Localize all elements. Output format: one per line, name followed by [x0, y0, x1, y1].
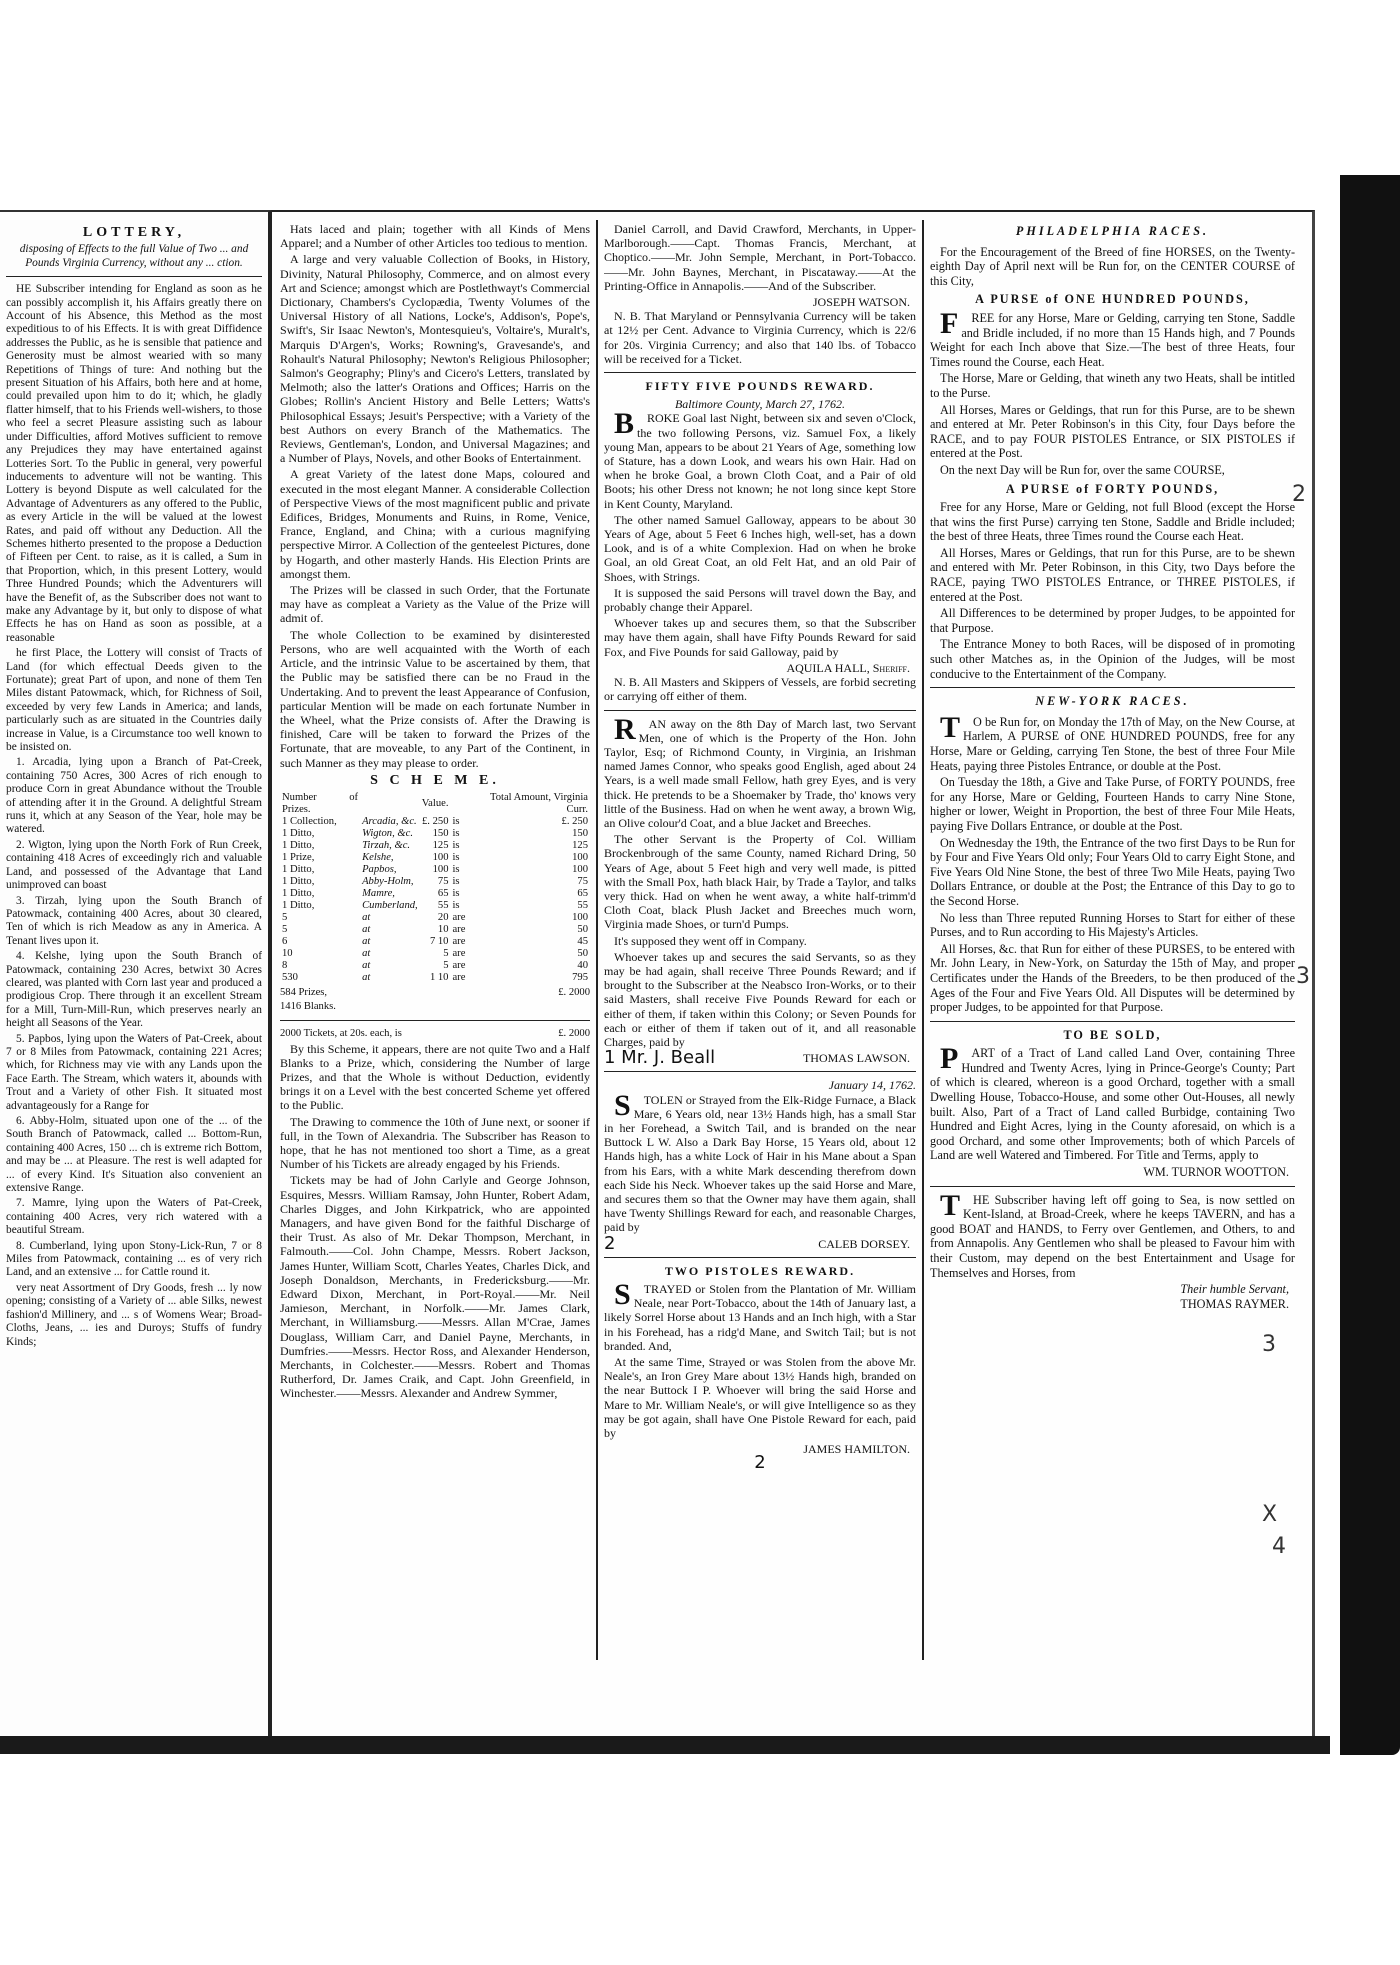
scheme-cell: 5 — [282, 911, 288, 923]
nb-paragraph: N. B. All Masters and Skippers of Vessels, are forbid secreting or carrying off either of them. — [604, 675, 916, 704]
scheme-header: Value. — [421, 797, 449, 809]
scheme-cell: at — [362, 923, 371, 935]
reward-paragraph: The other named Samuel Galloway, appears to be about 30 Years of Age, about 5 Feet 6 Inches high, well-set, has a down Look, and is of a white Complexion. Had on when he broke Goal, an old Great Coat, an old Felt Hat, and an old Pair of Shoes, with Strings. — [604, 512, 916, 584]
stolen-text: TOLEN or Strayed from the Elk-Ridge Furnace, a Black Mare, 6 Years old, near 13½ Hands high, has a small Star in her Forehead, a Switch Tail, and is branded on the near Buttock L W. Also a Dark Bay Horse, 15 Years old, about 12 Hands high, has a white Lock of Hair in his Mane about a Span from his Ears, with a white Mark descending therefrom down each Side his Neck. Whoever takes up the said Horse and Mare, and secures them so that the Owner may have them again, shall have Twenty Shillings Reward for each, and reasonable Charges, paid by — [604, 1092, 916, 1235]
scheme-cell: 100 — [572, 911, 588, 923]
scheme-title: S C H E M E. — [370, 772, 500, 788]
scheme-paragraph: The Drawing to commence the 10th of June next, or sooner if full, in the Town of Alexandria. The Subscriber has Reason to hope, that he has not mentioned too short a Time, as a great Number of his Tickets are already engaged by his Friends. — [280, 1114, 590, 1172]
scheme-cell: is — [452, 839, 460, 851]
runaway-paragraph: The other Servant is the Property of Col. William Brockenbrough of the same County, named Richard Dring, 50 Years of Age, about 5 Feet high and very well made, is pitted with the Small Pox, hath black Hair, by Trade a Taylor, and talks very thick. Had on when he went away, a white half-trimm'd Cloth Coat, black Plush Jacket and Breeches much worn, Virginia made Shoes, or turn'd Pumps. — [604, 832, 916, 932]
pistoles-paragraph: At the same Time, Strayed or was Stolen from the above Mr. Neale's, an Iron Grey Mare about 13½ Hands high, branded on the near Buttock I P. Whoever will bring the said Horse and Mare to Mr. William Neale's, or will give Intelligence so as they may be got again, shall have One Pistole Reward for each, paid by — [604, 1355, 916, 1441]
reward-dateline: Baltimore County, March 27, 1762. — [674, 397, 846, 412]
scheme-cell: 75 — [577, 875, 588, 887]
scheme-cell: at — [362, 935, 371, 947]
lottery-paragraph: 6. Abby-Holm, situated upon one of the ... of the South Branch of Patowmack, called ... Bottom-Run, containing 400 Acres, 150 ... ch is extreme rich Bottom, and may be ... at Pleasure. The rest is well adapted for ... of every Kind. It's Situation also convenient an extensive Range. — [6, 1115, 262, 1195]
pistoles-paragraph — [604, 1278, 916, 1353]
lottery-paragraph: 4. Kelshe, lying upon the South Branch of Patowmack, containing 230 Acres, betwixt 30 Acres cleared, was planted with Corn last year and produced a prodigious Crop. There through it an excellent Stream for a Mill, Turn-Mill-Run, which preserves nearly an height all Seasons of the Year. — [6, 950, 262, 1030]
scheme-cell: 100 — [572, 851, 588, 863]
scheme-row — [280, 900, 590, 912]
scheme-cell: 8 — [282, 959, 288, 971]
lottery-paragraph: he first Place, the Lottery will consist of Tracts of Land (for which effectual Deeds given to the Fortunate); great Part of upon, and none of them Ten Miles distant Patowmack, which, for Richness of Soil, exceeded by very few Lands in America; and lands, particularly such as are situated in the Countries daily increase in Value, is a Circumstance too well known to be insisted on. — [6, 647, 262, 754]
scheme-table — [280, 792, 590, 984]
right-page — [272, 210, 1315, 1752]
scheme-cell: is — [452, 899, 460, 911]
books-paragraph: A large and very valuable Collection of Books, in History, Divinity, Natural Philosophy, Commerce, and on almost every Art and Science; amongst which are Postlethwayt's Commercial Dictionary, Chambers's Cyclopædia, Twenty Volumes of the Universal History of all Nations, Locke's, Addison's, Pope's, Swift's, Sir Isaac Newton's, Montesquieu's, Voltaire's, Muralt's, Marquis D'Argen's, Works; Rowning's, Gravesande's, and Rohault's Natural Philosophy; Newton's Religious Philosopher; Salmon's Geography; Pliny's and Cicero's Letters, translated by Melmoth; also the latter's Orations and Offices; Harris on the Globes; Rollin's Ancient History and Belle Letters; Watts's Philosophical Essays; Jesuit's Perspective; with a Variety of the best Authors on every Branch of the Mathematics. The Reviews, Gentleman's, London, and Universal Magazines; and a Number of Plays, Novels, and other Books of Entertainment. — [280, 252, 590, 466]
scheme-cell: at — [362, 911, 371, 923]
scheme-cell: at — [362, 947, 371, 959]
scheme-cell: are — [452, 923, 466, 935]
rule — [604, 1071, 916, 1072]
scheme-cell: 55 — [577, 899, 588, 911]
races-paragraph: The Horse, Mare or Gelding, that wineth any two Heats, shall be intitled to the Purse. — [930, 371, 1295, 400]
scheme-cell: 7 10 — [429, 935, 449, 947]
dropcap-p: P — [940, 1042, 959, 1076]
scheme-cell: 1 Collection, — [282, 815, 337, 827]
races-text: O be Run for, on Monday the 17th of May, on the New Course, at Harlem, A PURSE of ONE HUNDRED POUNDS, free for any Horse, Mare or Gelding, carrying Ten Stone, the best of three Four Mile Heats, paying three Pistoles Entrance, or double at the Post. — [930, 714, 1295, 773]
scheme-header-row — [280, 792, 590, 816]
scheme-cell: is — [452, 863, 460, 875]
races-paragraph: All Horses, Mares or Geldings, that run for this Purse, are to be shewn and entered with Mr. Peter Robinson, in this City, two Days before the RACE, paying TWO PISTOLES Entrance, or THREE PISTOLES, if entered at the Post. — [930, 545, 1295, 604]
scheme-cell: Mamre, — [362, 887, 395, 899]
scheme-blanks: 1416 Blanks. — [280, 1001, 336, 1013]
races-column — [930, 222, 1295, 1311]
runaway-paragraph: Whoever takes up and secures the said Servants, so as they may be had again, shall receive Three Pounds Reward; and if brought to the Subscriber at the Neabsco Iron-Works, or to their said Masters, shall receive Five Pounds Reward for each or either of them, if taken within this Colony; or Seven Pounds for each or either of them if taken out of it, and all reasonable Charges, paid by — [604, 949, 916, 1049]
scheme-cell: 125 — [572, 839, 588, 851]
scheme-tickets-label: 2000 Tickets, at 20s. each, is — [280, 1028, 402, 1040]
scheme-prizes-total: 584 Prizes, — [280, 986, 328, 998]
handwritten-mark: 2 — [604, 1232, 616, 1254]
lottery-paragraph: very neat Assortment of Dry Goods, fresh ... ly now opening; consisting of a Variety of ... able Silks, newest fashion'd Millinery, and ... s of Womens Wear; Broad-Cloths, Jeans, ... ies and Duroys; Stuffs of fundry Kinds; — [6, 1281, 262, 1348]
books-paragraph: The Prizes will be classed in such Order, that the Fortunate may have as compleat a Variety as the Value of the Prize will admit of. — [280, 583, 590, 626]
scheme-cell: at — [362, 959, 371, 971]
scheme-row — [280, 948, 590, 960]
scheme-cell: 100 — [432, 863, 449, 875]
margin-number: 3 — [1262, 1332, 1276, 1357]
handwritten-note: 1 Mr. J. Beall — [604, 1047, 716, 1069]
scheme-cell: 10 — [282, 947, 293, 959]
new-york-races-title: NEW-YORK RACES. — [1035, 694, 1190, 709]
scheme-cell: at — [362, 971, 371, 983]
to-be-sold-title: TO BE SOLD, — [1063, 1027, 1162, 1042]
races-paragraph: All Horses, &c. that Run for either of these PURSES, to be entered with Mr. John Leary, in New-York, on Saturday the 15th of May, and proper Certificates under the Hands of the Breeders, to be then produced of the Ages of the Four and Five Years Old. All Disputes will be determined by proper Judges, to be appointed for that Purpose. — [930, 941, 1295, 1015]
scheme-tickets-amount: £. 2000 — [558, 1028, 590, 1040]
scheme-cell: are — [452, 971, 466, 983]
races-paragraph — [930, 710, 1295, 773]
column-divider — [922, 220, 924, 1660]
lottery-paragraph: 5. Papbos, lying upon the Waters of Pat-Creek, about 7 or 8 Miles from Patowmack, containing 221 Acres; which, for Richness may vie with any Lands upon the Face Earth. The Stream, which waters it, abounds with Trout and a Variety of other Fish. It situated most advantageously for a Range for — [6, 1032, 262, 1112]
tavern-paragraph — [930, 1188, 1295, 1281]
scheme-row — [280, 840, 590, 852]
lottery-paragraph: 1. Arcadia, lying upon a Branch of Pat-Creek, containing 750 Acres, 300 Acres of rich enough to produce Corn in great Abundance without the Trouble of attending after it in the Ground. A delightful Stream runs it, which at any Season of the Year, hole may be watered. — [6, 756, 262, 836]
rule — [6, 276, 262, 277]
rule — [930, 1186, 1295, 1187]
scheme-cell: 1 10 — [429, 971, 449, 983]
scheme-cell: 10 — [437, 923, 449, 935]
scheme-cell: 1 Ditto, — [282, 839, 315, 851]
dropcap-t: T — [940, 710, 961, 744]
races-text: REE for any Horse, Mare or Gelding, carrying ten Stone, Saddle and Bridle included, if no more than 15 Hands high, and 7 Pounds Weight for each Inch above that Size.—The best of three Heats, four Times round the Course, each Heat. — [930, 310, 1295, 369]
runaway-paragraph: It's supposed they went off in Company. — [614, 933, 807, 948]
dropcap-b: B — [614, 407, 635, 441]
scheme-cell: 150 — [572, 827, 588, 839]
races-paragraph: On Wednesday the 19th, the Entrance of the two first Days to be Run for by Four and Five Years Old only; Four Years Old to carry Eight Stone, and Five Years Old Nine Stone, the best of three Two Mile Heats, paying Two Dollars Entrance, or double at the Post; the Entrance of this Day to go to the Second Horse. — [930, 835, 1295, 908]
lottery-intro: HE Subscriber intending for England as soon as he can possibly accomplish it, his Affairs greatly there on Account of his Absence, this Method as the most expeditious to of his Effects. It is with great Diffidence addresses the Public, as he is sensible that patience and Generosity must be almost wearied with so many Repetitions of Things of ture: And nothing but the present Situation of his Affairs, both here and at home, could prevailed upon him to do it; which, he gladly flatter himself, that to his Friends well-wishers, to those who feel a secret Pleasure assisting such as labour under Difficulties, afford Motives sufficient to remove any Prejudices they may have entertained against Lotteries Sort. To the Public in general, very powerful inducements to adventure will not be wanting. This Lottery is beyond Dispute as well calculated for the Advantage of Adventurers as any offered to the Public, as every Article in the will be valued at the lowest Rates, and paid off without any Deduction. All the Schemes hitherto presented to the propose a Deduction of Fifteen per Cent. to raise, as it is called, a Sum in that Proportion, which, in this present Lottery, would Three Hundred Pounds; which the Adventurers will have the Benefit of, as the Subscriber does not want to make any Advantage by it, but only to dispose of what Effects he has on Hand as soon as possible, at a reasonable — [6, 283, 262, 644]
pistoles-title: TWO PISTOLES REWARD. — [664, 1263, 856, 1278]
scheme-cell: Arcadia, &c. — [362, 815, 417, 827]
scheme-amount-total: £. 2000 — [558, 986, 590, 998]
pistoles-text: TRAYED or Stolen from the Plantation of Mr. William Neale, near Port-Tobacco, about the 14th of January last, a likely Sorrel Horse about 13 Hands and an Inch high, with a Star in his Forehead, has a ridg'd Mane, and Switch Tail; but is not branded. And, — [604, 1282, 916, 1353]
scheme-total — [280, 986, 590, 1000]
scheme-row — [280, 960, 590, 972]
scheme-cell: 1 Ditto, — [282, 899, 315, 911]
rule — [604, 1257, 916, 1258]
left-page — [0, 210, 272, 1752]
page-bottom-edge — [0, 1736, 1330, 1754]
lottery-subtitle: disposing of Effects to the full Value of Two ... and Pounds Virginia Currency, without any ... ction. — [19, 243, 249, 269]
scheme-cell: 1 Ditto, — [282, 887, 315, 899]
reward-paragraph: Whoever takes up and secures them, so that the Subscriber may have them again, shall have Fifty Pounds Reward for said Fox, and Five Pounds for said Galloway, paid by — [604, 616, 916, 659]
dropcap-t: T — [940, 1188, 961, 1222]
scheme-row — [280, 888, 590, 900]
races-paragraph: Free for any Horse, Mare or Gelding, not full Blood (except the Horse that wins the first Purse) carrying ten Stone, Saddle and Bridle included; the best of three Heats, three Times round the Course each Heat. — [930, 500, 1295, 544]
signature: WM. TURNOR WOOTTON. — [1143, 1165, 1289, 1180]
reward-title: FIFTY FIVE POUNDS REWARD. — [645, 379, 875, 394]
scheme-cell: Wigton, &c. — [362, 827, 413, 839]
races-paragraph: On Tuesday the 18th, a Give and Take Purse, of FORTY POUNDS, free for any Horse, Mare or Gelding, Fourteen Hands to carry Nine Stone, higher or lower, Weight in Proportion, the best of three Four Mile Heats, paying Five Dollars Entrance, or double at the Post. — [930, 775, 1295, 833]
dropcap-s: S — [614, 1278, 631, 1312]
races-paragraph: For the Encouragement of the Breed of fine HORSES, on the Twenty-eighth Day of April next will be Run for, on the CENTER COURSE of this City, — [930, 244, 1295, 288]
scheme-cell: Kelshe, — [362, 851, 394, 863]
rule — [604, 710, 916, 711]
margin-number: 4 — [1272, 1534, 1286, 1559]
scheme-row — [280, 816, 590, 828]
scheme-paragraph: Tickets may be had of John Carlyle and George Johnson, Esquires, Messrs. William Ramsay, John Hunter, Robert Adam, Charles Digges, and John Kirkpatrick, who are appointed Managers, and have given Bond for the faithful Discharge of their Trust. As also of Mr. Dekar Thompson, Merchant, in Falmouth.——Col. John Champe, Messrs. Robert Jackson, James Hunter, William Scott, Charles Yeates, Charles Dick, and Joseph Donaldson, Merchants, in Fredericksburg.——Mr. Edward Dixon, Merchant, in Port-Royal.——Mr. Neil Jamieson, Merchant, in Norfolk.——Mr. James Clark, Merchant, in Williamsburg.——Messrs. Allan M'Crae, James Douglass, William Carr, and Daniel Payne, Merchants, in Dumfries.——Messrs. Hector Ross, and Alexander Henderson, Merchants, in Colchester.——Messrs. Robert and Thomas Rutherford, Dr. James Craik, and Capt. John Greenfield, in Winchester.——Messrs. Alexander and Andrew Symmer, — [280, 1173, 590, 1401]
lottery-paragraph: 7. Mamre, lying upon the Waters of Pat-Creek, containing 400 Acres, very rich watered with a beautiful Stream. — [6, 1197, 262, 1237]
scheme-cell: 65 — [577, 887, 588, 899]
column-divider — [596, 220, 598, 1660]
scheme-row — [280, 852, 590, 864]
runaway-paragraph — [604, 712, 916, 831]
lottery-title: LOTTERY, — [82, 225, 186, 240]
books-paragraph: The whole Collection to be examined by disinterested Persons, who are well acquainted with the Worth of each Article, and the intrinsic Value to be ascertained by them, that the Public may be satisfied there can be no Fraud in the Undertaking. And to prevent the least Appearance of Confusion, particular Mention will be made on each fortunate Number in the Wheel, what the Prize consists of. After the Drawing is finished, Care will be taken to forward the Prizes of the Fortunate, that are moveable, to any Part of the Continent, in such Manner as they may please to order. — [280, 627, 590, 770]
scheme-cell: is — [452, 827, 460, 839]
scheme-cell: 1 Ditto, — [282, 875, 315, 887]
signature: THOMAS RAYMER. — [1180, 1296, 1289, 1311]
scheme-cell: 1 Ditto, — [282, 863, 315, 875]
agents-paragraph: Daniel Carroll, and David Crawford, Merchants, in Upper-Marlborough.——Capt. Thomas Francis, Merchant, at Choptico.——Mr. John Semple, Merchant, in Port-Tobacco.——Mr. John Baynes, Merchant, in Piscataway.——At the Printing-Office in Annapolis.——And of the Subscriber. — [604, 222, 916, 293]
scheme-cell: Papbos, — [362, 863, 397, 875]
signature: JOSEPH WATSON. — [812, 295, 910, 310]
scheme-row — [280, 972, 590, 984]
scheme-header — [360, 792, 420, 816]
scheme-cell: 100 — [432, 851, 449, 863]
scheme-cell: Cumberland, — [362, 899, 418, 911]
runaway-text: AN away on the 8th Day of March last, two Servant Men, one of which is the Property of the Hon. John Taylor, Esq; of Richmond County, in Virginia, an Irishman named James Connor, who speaks good English, aged about 24 Years, is a well made small Fellow, hath grey Eyes, and is very thick. He pretends to be a Shoemaker by Trade, tho' knows very little of the Business. Had on when he went away, a brown Wig, an Olive colour'd Coat, and a blue Jacket and Breeches. — [604, 716, 916, 830]
scheme-cell: is — [452, 887, 460, 899]
scheme-cell: 5 — [443, 959, 449, 971]
races-paragraph: On the next Day will be Run for, over the same COURSE, — [940, 462, 1225, 477]
scheme-cell: 1 Ditto, — [282, 827, 315, 839]
scheme-row — [280, 864, 590, 876]
scheme-header: Total Amount, Virginia Curr. — [490, 791, 588, 815]
tavern-text: HE Subscriber having left off going to Sea, is now settled on Kent-Island, at Broad-Creek, where he keeps TAVERN, and has a good BOAT and HANDS, to Ferry over Gentlemen, and Others, to and from Annapolis. Any Gentlemen who shall be pleased to Favour him with their Custom, may depend on the best Entertainment and Usage for Themselves and Horses, from — [930, 1192, 1295, 1280]
scheme-row — [280, 936, 590, 948]
scheme-row — [280, 876, 590, 888]
lottery-paragraph: 2. Wigton, lying upon the North Fork of Run Creek, containing 418 Acres of exceedingly rich and valuable Land, and possessed of the Advantage that Land unimproved can boast — [6, 838, 262, 892]
lottery-paragraph: 8. Cumberland, lying upon Stony-Lick-Run, 7 or 8 Miles from Patowmack, containing ... es of very rich Land, and an extensive ... for Cattle round it. — [6, 1239, 262, 1279]
lottery-paragraph: 3. Tirzah, lying upon the South Branch of Patowmack, containing 400 Acres, about 30 cleared, Ten of which is rich Meadow as any in America. A Tenant lives upon it. — [6, 894, 262, 947]
scheme-cell: 5 — [282, 923, 288, 935]
philadelphia-races-title: PHILADELPHIA RACES. — [1015, 224, 1210, 238]
dropcap-s: S — [614, 1088, 631, 1122]
scheme-paragraph: By this Scheme, it appears, there are not quite Two and a Half Blanks to a Prize, which, considering the Number of large Prizes, and that the Whole is without Deduction, evidently brings it on a Level with the best concerted Scheme yet offered to the Public. — [280, 1041, 590, 1113]
scheme-body — [280, 816, 590, 984]
stolen-paragraph — [604, 1088, 916, 1235]
book-binding-edge — [1340, 175, 1400, 1755]
scheme-cell: Abby-Holm, — [362, 875, 414, 887]
races-paragraph: No less than Three reputed Running Horses to Start for either of these Purses, and to Run according to His Majesty's Articles. — [930, 910, 1295, 940]
dropcap-f: F — [940, 306, 959, 340]
stolen-date: January 14, 1762. — [828, 1078, 916, 1093]
scheme-cell: £. 250 — [422, 815, 449, 827]
handwritten-mark: 2 — [754, 1452, 766, 1471]
scheme-cell: 5 — [443, 947, 449, 959]
scheme-cell: are — [452, 935, 466, 947]
dropcap-r: R — [614, 712, 636, 746]
scheme-cell: 150 — [432, 827, 449, 839]
scheme-cell: Tirzah, &c. — [362, 839, 411, 851]
reward-paragraph — [604, 407, 916, 511]
rule — [280, 1020, 590, 1021]
scheme-cell: 6 — [282, 935, 288, 947]
scheme-cell: 795 — [572, 971, 588, 983]
races-paragraph: All Horses, Mares or Geldings, that run for this Purse, are to be shewn and entered at Mr. Peter Robinson's in this City, four Days before the RACE, and to pay FOUR PISTOLES Entrance, or SIX PISTOLES if entered at the Post. — [930, 402, 1295, 461]
runaway-signature-row — [604, 1047, 916, 1069]
scheme-cell: 1 Prize, — [282, 851, 315, 863]
sale-paragraph — [930, 1042, 1295, 1163]
scheme-cell: 100 — [572, 863, 588, 875]
scheme-cell: 50 — [577, 947, 588, 959]
closing: Their humble Servant, — [1180, 1282, 1289, 1297]
scheme-cell: are — [452, 947, 466, 959]
margin-number: 3 — [1296, 964, 1310, 989]
sale-text: ART of a Tract of Land called Land Over, containing Three Hundred and Twenty Acres, lying in Prince-George's County; Part of which is cleared, whereon is a good Orchard, together with a small Dwelling House, Tobacco-House, and some other Out-Houses, all newly built. Also, Part of a Tract of Land called Burbidge, containing Two Hundred and Eight Acres, lying in the County aforesaid, on which is a good Orchard, and some other Improvements; both of which Parcels of Land are well Watered and Timbered. For Title and Terms, apply to — [930, 1046, 1295, 1163]
scheme-cell: is — [452, 815, 460, 827]
scheme-cell: are — [452, 911, 466, 923]
scheme-cell: is — [452, 875, 460, 887]
scheme-cell: 75 — [437, 875, 449, 887]
margin-mark: X — [1262, 1502, 1278, 1527]
rule — [930, 1021, 1295, 1022]
lottery-column — [6, 222, 262, 1351]
scheme-cell: £. 250 — [561, 815, 588, 827]
scheme-tickets — [280, 1027, 590, 1041]
scheme-header — [450, 792, 467, 816]
reward-text: ROKE Goal last Night, between six and seven o'Clock, the two following Persons, viz. Samuel Fox, a likely young Man, appears to be about 21 Years of Age, something low of Stature, has a down Look, and wears his own Hair. Had on when he broke Goal, a brown Cloth Coat, and a Pair of old Boots; his other Dress not known; he not long since kept Store in Kent County, Maryland. — [604, 411, 916, 511]
reward-paragraph: It is supposed the said Persons will travel down the Bay, and probably change their Apparel. — [604, 585, 916, 615]
races-paragraph: All Differences to be determined by proper Judges, to be appointed for that Purpose. — [930, 606, 1295, 635]
books-paragraph: Hats laced and plain; together with all Kinds of Mens Apparel; and a Number of other Articles too tedious to mention. — [280, 222, 590, 251]
stolen-signature-row — [604, 1232, 916, 1254]
scheme-cell: 65 — [437, 887, 449, 899]
scheme-cell: is — [452, 851, 460, 863]
scheme-cell: 125 — [432, 839, 449, 851]
signature: JAMES HAMILTON. — [803, 1442, 910, 1457]
margin-number: 2 — [1292, 482, 1306, 507]
scheme-cell: 50 — [577, 923, 588, 935]
scheme-cell: 530 — [282, 971, 298, 983]
books-scheme-column — [280, 222, 590, 1403]
rule — [930, 687, 1295, 688]
purse-heading: A PURSE of FORTY POUNDS, — [1005, 481, 1220, 496]
scheme-cell: 20 — [437, 911, 449, 923]
scheme-cell: 40 — [577, 959, 588, 971]
rule — [604, 372, 916, 373]
scheme-cell: are — [452, 959, 466, 971]
scheme-row — [280, 924, 590, 936]
scheme-header: Number of Prizes. — [282, 791, 359, 815]
scheme-row — [280, 912, 590, 924]
rewards-column — [604, 222, 916, 1471]
signature: CALEB DORSEY. — [818, 1236, 910, 1251]
books-paragraph: A great Variety of the latest done Maps, coloured and executed in the most elegant Manner. A considerable Collection of Perspective Views of the most magnificent public and private Edifices, Bridges, Monuments and Ruins, in Rome, Venice, France, England, and China; with a curious magnifying perspective Mirror. A Collection of the genteelest Pictures, done by Hogarth, and other masterly Hands. His Election Prints are amongst them. — [280, 467, 590, 581]
purse-heading: A PURSE of ONE HUNDRED POUNDS, — [975, 292, 1250, 307]
scheme-row — [280, 828, 590, 840]
signature: THOMAS LAWSON. — [802, 1051, 910, 1066]
scheme-cell: 45 — [577, 935, 588, 947]
signature: AQUILA HALL, Sheriff. — [786, 660, 910, 675]
scheme-cell: 55 — [437, 899, 449, 911]
races-paragraph — [930, 306, 1295, 369]
nb-paragraph: N. B. That Maryland or Pennsylvania Currency will be taken at 12½ per Cent. Advance to Virginia Currency, which is 22/6 for 20s. Virginia Currency; and also that 140 lbs. of Tobacco will be received for a Ticket. — [604, 309, 916, 366]
races-paragraph: The Entrance Money to both Races, will be disposed of in promoting such other Matches as, in the Opinion of the Judges, will be most conducive to the Entertainment of the Company. — [930, 637, 1295, 681]
